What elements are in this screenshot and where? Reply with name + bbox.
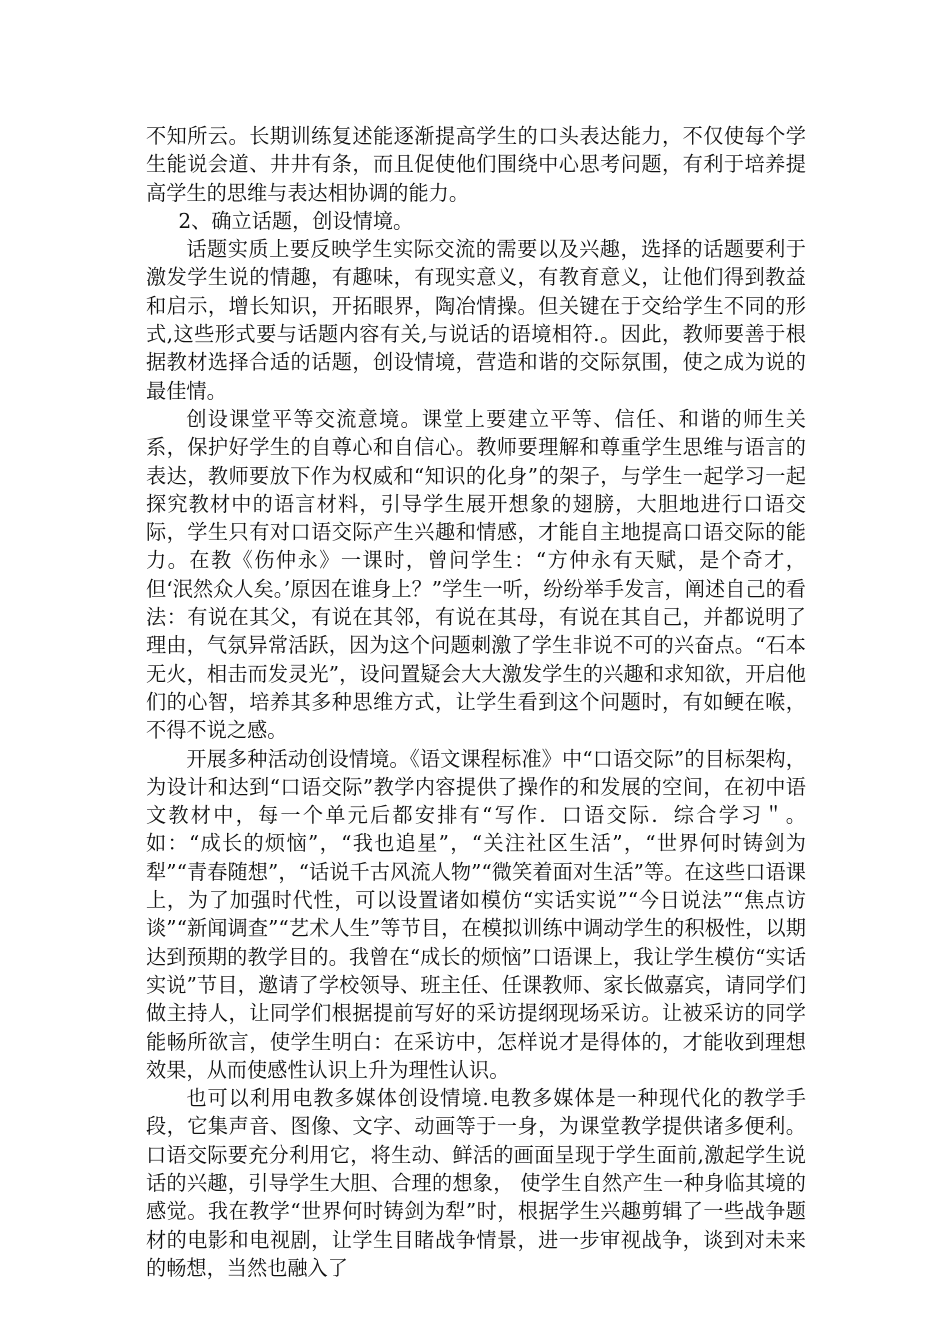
- paragraph-activities: 开展多种活动创设情境。《语文课程标准》中“口语交际”的目标架构，为设计和达到“口语交际”教学内容提供了操作的和发展的空间，在初中语文教材中，每一个单元后都安排有“写作．口语交际．综合学习＂。如：“成长的烦恼”，“我也追星”，“关注社区生活”，“世界何时铸剑为犁”“青春随想”，“话说千古风流人物”“微笑着面对生活”等。在这些口语课上，为了加强时代性，可以设置诸如模仿“实话实说”“今日说法”“焦点访谈”“新闻调查”“艺术人生”等节目，在模拟训练中调动学生的积极性，以期达到预期的教学目的。我曾在“成长的烦恼”口语课上，我让学生模仿“实话实说”节目，邀请了学校领导、班主任、任课教师、家长做嘉宾，请同学们做主持人，让同学们根据提前写好的采访提纲现场采访。让被采访的同学能畅所欲言，使学生明白：在采访中，怎样说才是得体的，才能收到理想效果，从而使感性认识上升为理性认识。: [146, 746, 806, 1082]
- paragraph-classroom-equality: 创设课堂平等交流意境。课堂上要建立平等、信任、和谐的师生关系，保护好学生的自尊心和自信心。教师要理解和尊重学生思维与语言的表达，教师要放下作为权威和“知识的化身”的架子，与学生一起学习一起探究教材中的语言材料，引导学生展开想象的翅膀，大胆地进行口语交际，学生只有对口语交际产生兴趣和情感，才能自主地提高口语交际的能力。在教《伤仲永》一课时，曾问学生：“方仲永有天赋，是个奇才，但‘泯然众人矣。’原因在谁身上？”学生一听，纷纷举手发言，阐述自己的看法：有说在其父，有说在其邻，有说在其母，有说在其自己，并都说明了理由，气氛异常活跃，因为这个问题刺激了学生非说不可的兴奋点。“石本无火，相击而发灵光”，设问置疑会大大激发学生的兴趣和求知欲，开启他们的心智，培养其多种思维方式，让学生看到这个问题时，有如鲠在喉，不得不说之感。: [146, 406, 806, 743]
- section-heading: 2、确立话题，创设情境。: [178, 208, 414, 233]
- paragraph-topic: 话题实质上要反映学生实际交流的需要以及兴趣，选择的话题要利于激发学生说的情趣，有趣味，有现实意义，有教育意义，让他们得到教益和启示，增长知识，开拓眼界，陶冶情操。但关键在于交给学生不同的形式,这些形式要与话题内容有关,与说话的语境相符.。因此，教师要善于根据教材选择合适的话题，创设情境，营造和谐的交际氛围，使之成为说的最佳情。: [146, 237, 806, 403]
- document-body: [146, 122, 806, 1282]
- paragraph-multimedia: 也可以利用电教多媒体创设情境.电教多媒体是一种现代化的教学手段，它集声音、图像、文字、动画等于一身，为课堂教学提供诸多便利。口语交际要充分利用它，将生动、鲜活的画面呈现于学生面前,激起学生说话的兴趣，引导学生大胆、合理的想象， 使学生自然产生一种身临其境的感觉。我在教学“世界何时铸剑为犁”时，根据学生兴趣剪辑了一些战争题材的电影和电视剧，让学生目睹战争情景，进一步审视战争，谈到对未来的畅想，当然也融入了: [146, 1086, 806, 1280]
- paragraph-continuation: 不知所云。长期训练复述能逐渐提高学生的口头表达能力，不仅使每个学生能说会道、井井有条，而且促使他们围绕中心思考问题，有利于培养提高学生的思维与表达相协调的能力。: [146, 124, 806, 205]
